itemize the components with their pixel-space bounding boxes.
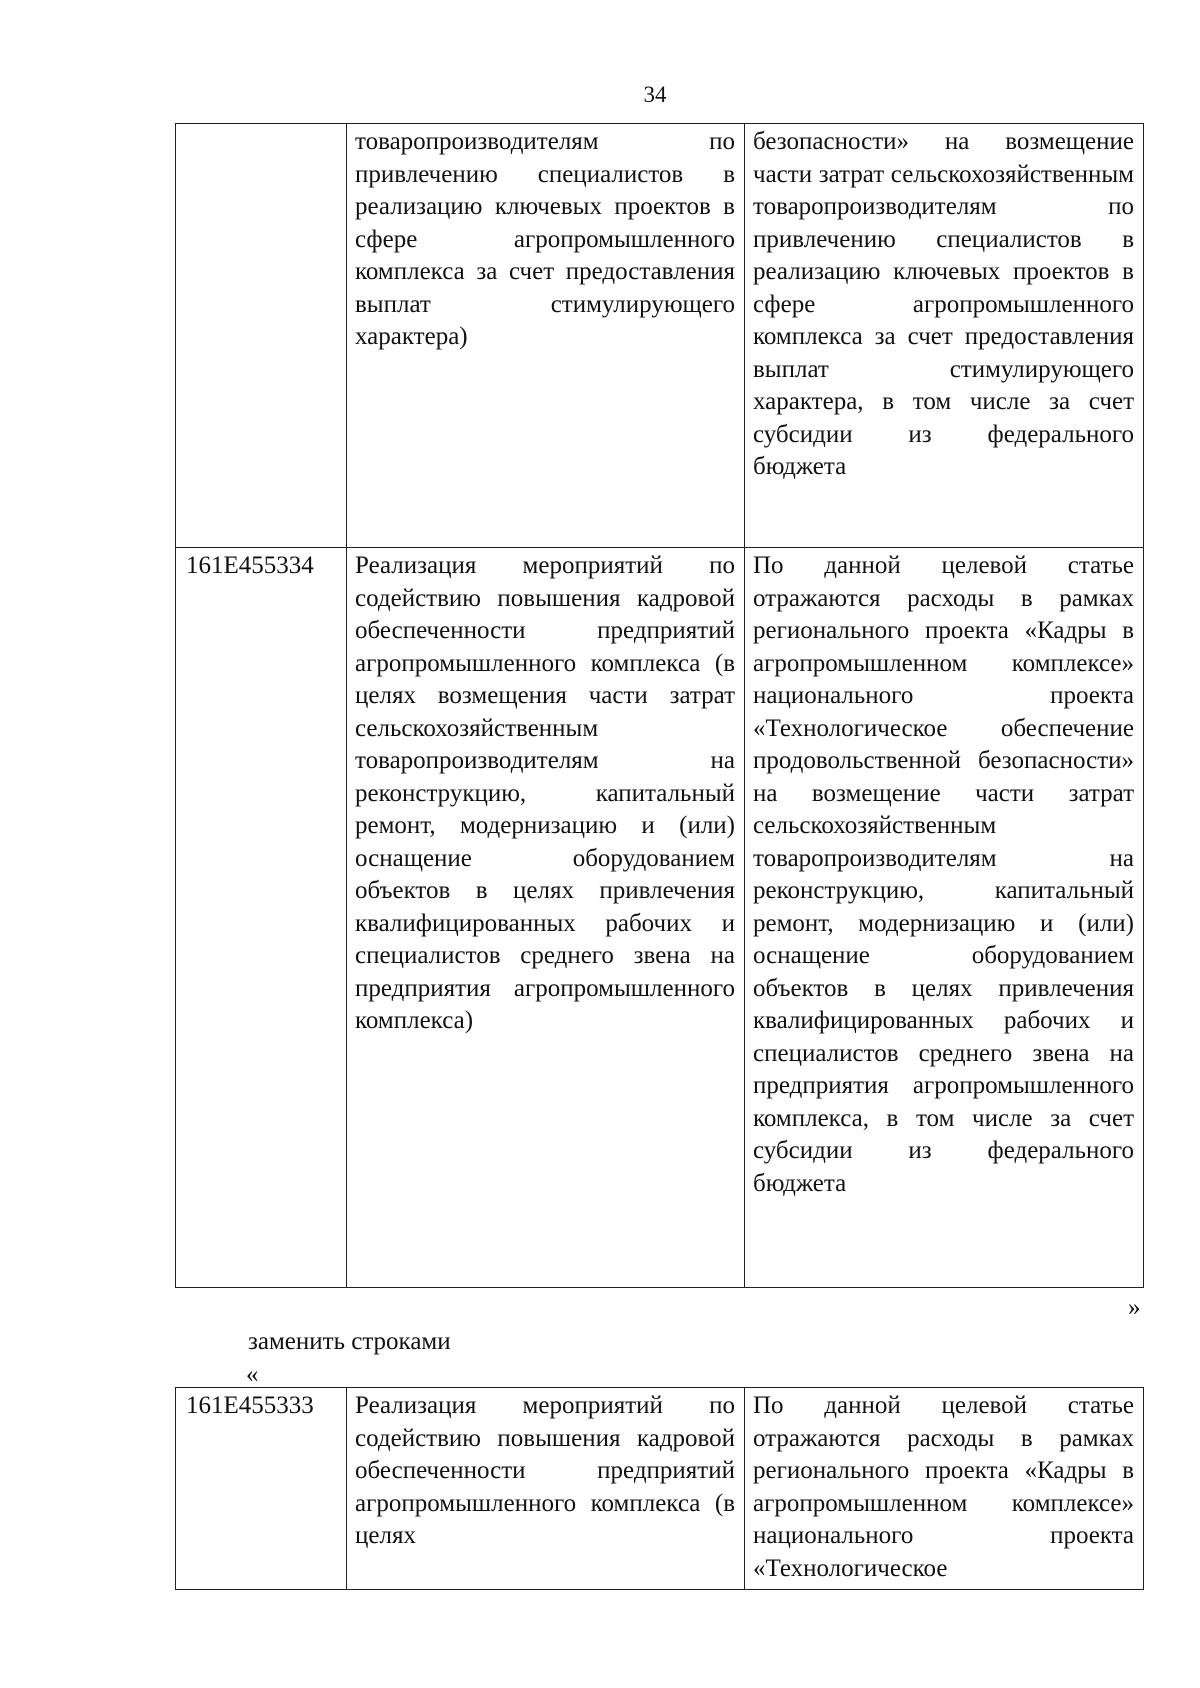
- description-cell: По данной целевой статье отражаются расходы в рамках регионального проекта «Кадры в агропромышленном комплексе» национального проекта «Технологическое: [745, 1388, 1144, 1590]
- replace-instruction: заменить строками: [248, 1328, 451, 1355]
- code-cell: 161E455333: [176, 1388, 347, 1590]
- budget-classification-table: [175, 123, 1144, 1288]
- description-cell: По данной целевой статье отражаются расходы в рамках регионального проекта «Кадры в агропромышленном комплексе» национального проекта «Технологическое обеспечение продовольственной безопасности» на возмещение части затрат сельскохозяйственным товаропроизводителям на реконструкцию, капитальный ремонт, модернизацию и (или) оснащение оборудованием объектов в целях привлечения квалифицированных рабочих и специалистов среднего звена на предприятия агропромышленного комплекса, в том числе за счет субсидии из федерального бюджета: [745, 548, 1144, 1288]
- code-cell: [176, 124, 347, 548]
- name-cell: Реализация мероприятий по содействию повышения кадровой обеспеченности предприятий агропромышленного комплекса (в целях: [347, 1388, 745, 1590]
- table-row: [176, 548, 1144, 1288]
- opening-quote: «: [246, 1361, 259, 1388]
- table-row: [176, 124, 1144, 548]
- page-number: 34: [643, 82, 667, 107]
- description-cell: безопасности» на возмещение части затрат сельскохозяйственным товаропроизводителям по привлечению специалистов в реализацию ключевых проектов в сфере агропромышленного комплекса за счет предоставления выплат стимулирующего характера, в том числе за счет субсидии из федерального бюджета: [745, 124, 1144, 548]
- code-cell: 161E455334: [176, 548, 347, 1288]
- name-cell: Реализация мероприятий по содействию повышения кадровой обеспеченности предприятий агропромышленного комплекса (в целях возмещения части затрат сельскохозяйственным товаропроизводителям на реконструкцию, капитальный ремонт, модернизацию и (или) оснащение оборудованием объектов в целях привлечения квалифицированных рабочих и специалистов среднего звена на предприятия агропромышленного комплекса): [347, 548, 745, 1288]
- table-row: [176, 1388, 1144, 1590]
- name-cell: товаропроизводителям по привлечению специалистов в реализацию ключевых проектов в сфере агропромышленного комплекса за счет предоставления выплат стимулирующего характера): [347, 124, 745, 548]
- closing-quote: »: [1128, 1294, 1141, 1321]
- replacement-table: [175, 1387, 1144, 1590]
